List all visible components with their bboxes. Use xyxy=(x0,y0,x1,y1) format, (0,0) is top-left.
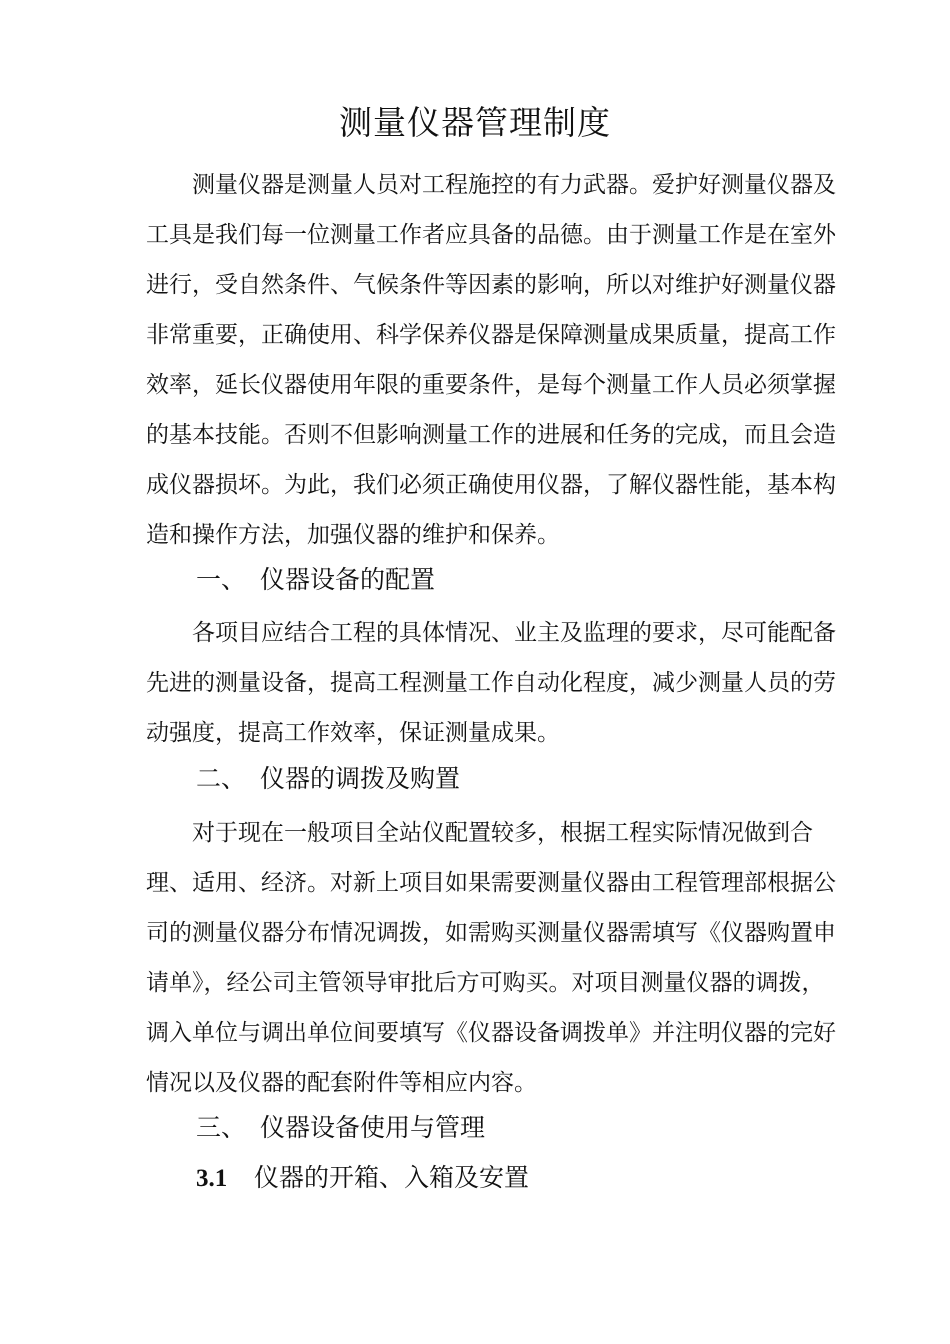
section-3-number: 三、 xyxy=(196,1113,247,1142)
section-2-number: 二、 xyxy=(196,764,247,793)
section-2-line: 调入单位与调出单位间要填写《仪器设备调拨单》并注明仪器的完好 xyxy=(146,1020,836,1046)
section-1-number: 一、 xyxy=(196,565,247,594)
section-2-line: 理、适用、经济。对新上项目如果需要测量仪器由工程管理部根据公 xyxy=(146,870,836,896)
section-2-paragraph xyxy=(146,808,836,1108)
subsection-3-1-heading xyxy=(196,1156,529,1201)
intro-line: 效率，延长仪器使用年限的重要条件，是每个测量工作人员必须掌握 xyxy=(146,372,836,398)
section-2-title: 仪器的调拨及购置 xyxy=(260,764,461,793)
document-title: 测量仪器管理制度 xyxy=(339,103,611,142)
intro-line: 工具是我们每一位测量工作者应具备的品德。由于测量工作是在室外 xyxy=(146,222,836,248)
intro-line: 成仪器损坏。为此，我们必须正确使用仪器，了解仪器性能，基本构 xyxy=(146,472,836,498)
section-2-line: 对于现在一般项目全站仪配置较多，根据工程实际情况做到合 xyxy=(146,820,813,846)
section-3-heading xyxy=(196,1106,485,1150)
section-2-heading xyxy=(196,757,460,801)
section-2-line: 请单》，经公司主管领导审批后方可购买。对项目测量仪器的调拨， xyxy=(146,970,825,996)
section-1-line: 各项目应结合工程的具体情况、业主及监理的要求，尽可能配备 xyxy=(146,620,836,646)
subsection-3-1-title: 仪器的开箱、入箱及安置 xyxy=(254,1163,530,1192)
section-3-title: 仪器设备使用与管理 xyxy=(260,1113,486,1142)
section-1-line: 先进的测量设备，提高工程测量工作自动化程度，减少测量人员的劳 xyxy=(146,670,836,696)
section-2-line: 情况以及仪器的配套附件等相应内容。 xyxy=(146,1070,537,1096)
section-2-line: 司的测量仪器分布情况调拨，如需购买测量仪器需填写《仪器购置申 xyxy=(146,920,836,946)
subsection-3-1-number: 3.1 xyxy=(196,1165,228,1192)
intro-line: 造和操作方法，加强仪器的维护和保养。 xyxy=(146,522,560,548)
section-1-heading xyxy=(196,558,435,602)
intro-line: 的基本技能。否则不但影响测量工作的进展和任务的完成，而且会造 xyxy=(146,422,836,448)
intro-paragraph xyxy=(146,160,836,560)
intro-line: 测量仪器是测量人员对工程施控的有力武器。爱护好测量仪器及 xyxy=(146,172,836,198)
section-1-paragraph xyxy=(146,608,836,758)
section-1-title: 仪器设备的配置 xyxy=(260,565,436,594)
intro-line: 非常重要，正确使用、科学保养仪器是保障测量成果质量，提高工作 xyxy=(146,322,836,348)
section-1-line: 动强度，提高工作效率，保证测量成果。 xyxy=(146,720,560,746)
intro-line: 进行，受自然条件、气候条件等因素的影响，所以对维护好测量仪器 xyxy=(146,272,836,298)
